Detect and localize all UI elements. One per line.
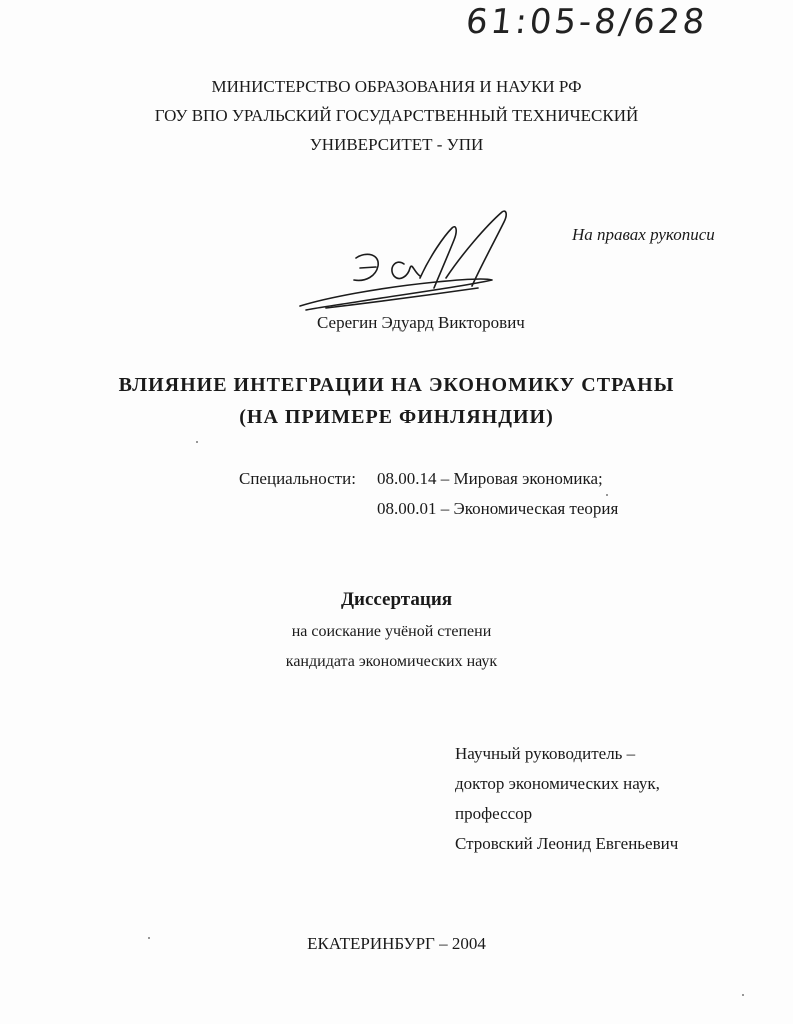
supervisor-name: Стровский Леонид Евгеньевич xyxy=(455,834,679,853)
scan-speck xyxy=(148,937,150,939)
ministry-line: МИНИСТЕРСТВО ОБРАЗОВАНИЯ И НАУКИ РФ xyxy=(211,77,582,96)
scan-speck xyxy=(606,494,608,496)
institution-header xyxy=(0,72,793,159)
signature-image xyxy=(296,206,526,321)
scan-speck xyxy=(742,994,744,996)
scan-speck xyxy=(196,441,198,443)
supervisor-rank: профессор xyxy=(455,804,533,823)
manuscript-rights-note: На правах рукописи xyxy=(572,225,715,244)
title-line-1: ВЛИЯНИЕ ИНТЕГРАЦИИ НА ЭКОНОМИКУ СТРАНЫ xyxy=(118,374,675,396)
author-name: Серегин Эдуард Викторович xyxy=(317,313,525,332)
specialties-label: Специальности: xyxy=(239,469,356,488)
supervisor-block xyxy=(455,739,678,859)
dissertation-title xyxy=(0,369,793,433)
degree-purpose-line: на соискание учёной степени xyxy=(291,623,492,640)
supervisor-role: Научный руководитель – xyxy=(455,744,636,763)
university-line-continued: УНИВЕРСИТЕТ - УПИ xyxy=(309,135,484,154)
specialty-item: 08.00.01 – Экономическая теория xyxy=(377,499,619,518)
title-line-2: (НА ПРИМЕРЕ ФИНЛЯНДИИ) xyxy=(239,406,554,428)
university-line: ГОУ ВПО УРАЛЬСКИЙ ГОСУДАРСТВЕННЫЙ ТЕХНИЧЕСКИЙ xyxy=(154,106,639,125)
handwritten-archive-code: 61:05-8/628 xyxy=(463,2,710,42)
specialty-item: 08.00.14 – Мировая экономика; xyxy=(377,469,603,488)
degree-name-line: кандидата экономических наук xyxy=(285,653,498,670)
dissertation-heading: Диссертация xyxy=(340,589,453,610)
city-year: ЕКАТЕРИНБУРГ – 2004 xyxy=(307,934,486,953)
supervisor-degree: доктор экономических наук, xyxy=(455,774,660,793)
